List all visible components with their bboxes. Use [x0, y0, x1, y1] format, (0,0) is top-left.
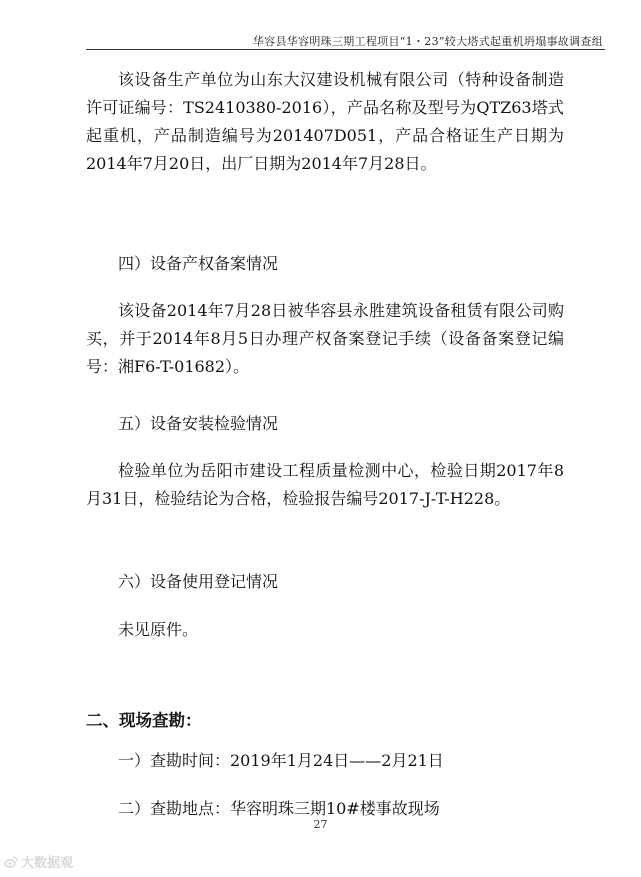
paragraph-manufacturer: 该设备生产单位为山东大汉建设机械有限公司（特种设备制造许可证编号：TS2410380-2016），产品名称及型号为QTZ63塔式起重机，产品制造编号为201407D051，产品合格证生产日期为2014年7月20日，出厂日期为2014年7月28日。 [86, 70, 564, 173]
section-title-usage-registration: 六）设备使用登记情况 [118, 572, 279, 591]
part-two-heading: 二、现场查勘： [86, 711, 202, 730]
header-divider [86, 49, 605, 50]
section-title-property-registration: 四）设备产权备案情况 [118, 254, 279, 273]
paragraph-property-registration: 该设备2014年7月28日被华容县永胜建筑设备租赁有限公司购买，并于2014年8月5日办理产权备案登记手续（设备备案登记编号：湘F6-T-01682）。 [86, 301, 564, 376]
paragraph-installation-inspection: 检验单位为岳阳市建设工程质量检测中心，检验日期2017年8月31日，检验结论为合格，检验报告编号2017-J-T-H228。 [86, 461, 564, 508]
page-number: 27 [313, 818, 328, 831]
section-title-installation-inspection: 五）设备安装检验情况 [118, 414, 279, 433]
watermark-text: 大数据观 [21, 856, 74, 871]
inspection-time-item: 一）查勘时间：2019年1月24日——2月21日 [118, 751, 444, 770]
weibo-logo-icon [4, 855, 18, 869]
running-header: 华容县华容明珠三期工程项目“1・23”较大塔式起重机坍塌事故调查组 [252, 35, 603, 48]
watermark [4, 852, 73, 871]
paragraph-usage-registration: 未见原件。 [118, 620, 199, 639]
inspection-location-item: 二）查勘地点：华容明珠三期10#楼事故现场 [118, 799, 440, 818]
